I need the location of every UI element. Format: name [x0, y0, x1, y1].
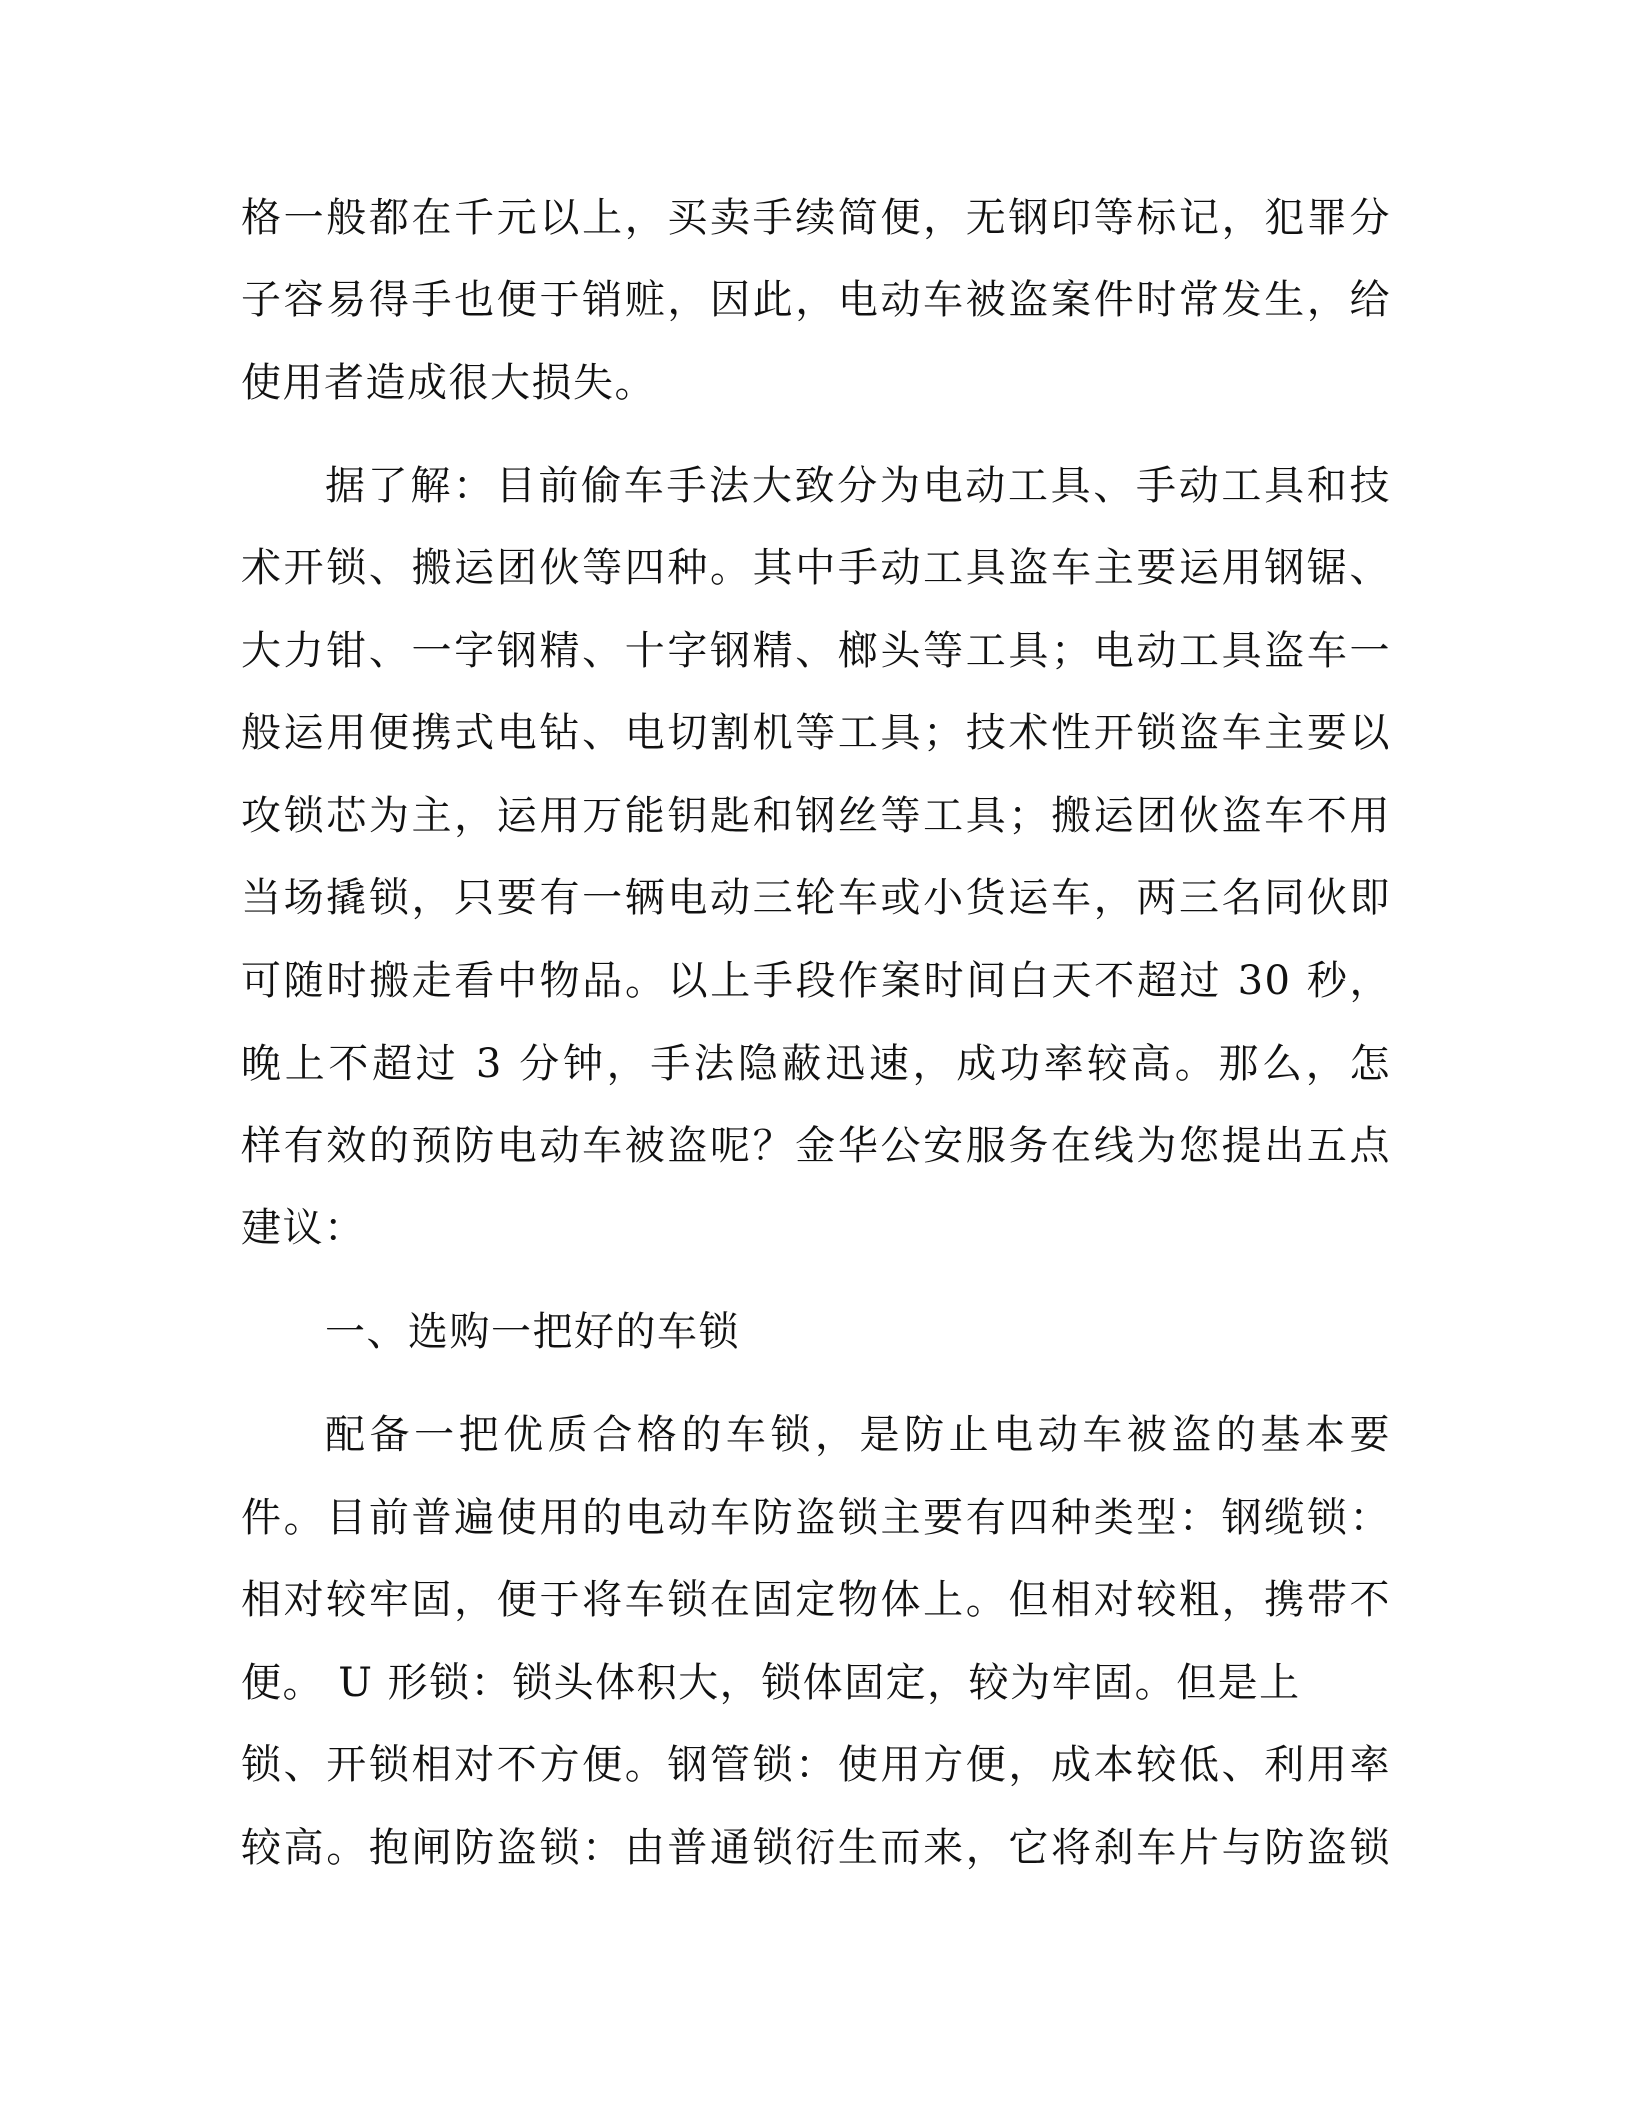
text-line: 便。 U 形锁：锁头体积大，锁体固定，较为牢固。但是上	[241, 1660, 1301, 1706]
text-line: 术开锁、搬运团伙等四种。其中手动工具盗车主要运用钢锯、	[241, 545, 1391, 591]
text-line: 当场撬锁，只要有一辆电动三轮车或小货运车，两三名同伙即	[241, 875, 1391, 921]
text-line: 件。目前普遍使用的电动车防盗锁主要有四种类型：钢缆锁：	[241, 1495, 1391, 1541]
text-line: 样有效的预防电动车被盗呢？金华公安服务在线为您提出五点	[241, 1123, 1391, 1169]
text-line: 据了解：目前偷车手法大致分为电动工具、手动工具和技	[325, 463, 1391, 509]
text-line: 较高。抱闸防盗锁：由普通锁衍生而来，它将刹车片与防盗锁	[241, 1825, 1391, 1871]
text-line: 使用者造成很大损失。	[241, 360, 656, 406]
text-line: 建议：	[241, 1205, 366, 1251]
text-line: 般运用便携式电钻、电切割机等工具；技术性开锁盗车主要以	[241, 710, 1391, 756]
text-line: 配备一把优质合格的车锁，是防止电动车被盗的基本要	[325, 1412, 1391, 1458]
text-line: 子容易得手也便于销赃，因此，电动车被盗案件时常发生，给	[241, 277, 1391, 323]
text-line: 可随时搬走看中物品。以上手段作案时间白天不超过 30 秒，	[241, 958, 1391, 1004]
text-line: 格一般都在千元以上，买卖手续简便，无钢印等标记，犯罪分	[241, 195, 1391, 241]
text-line: 攻锁芯为主，运用万能钥匙和钢丝等工具；搬运团伙盗车不用	[241, 793, 1391, 839]
section-heading: 一、选购一把好的车锁	[325, 1309, 740, 1355]
text-line: 大力钳、一字钢精、十字钢精、榔头等工具；电动工具盗车一	[241, 628, 1391, 674]
text-line: 晚上不超过 3 分钟，手法隐蔽迅速，成功率较高。那么，怎	[241, 1041, 1391, 1087]
text-line: 锁、开锁相对不方便。钢管锁：使用方便，成本较低、利用率	[241, 1742, 1391, 1788]
text-line: 相对较牢固，便于将车锁在固定物体上。但相对较粗，携带不	[241, 1577, 1391, 1623]
